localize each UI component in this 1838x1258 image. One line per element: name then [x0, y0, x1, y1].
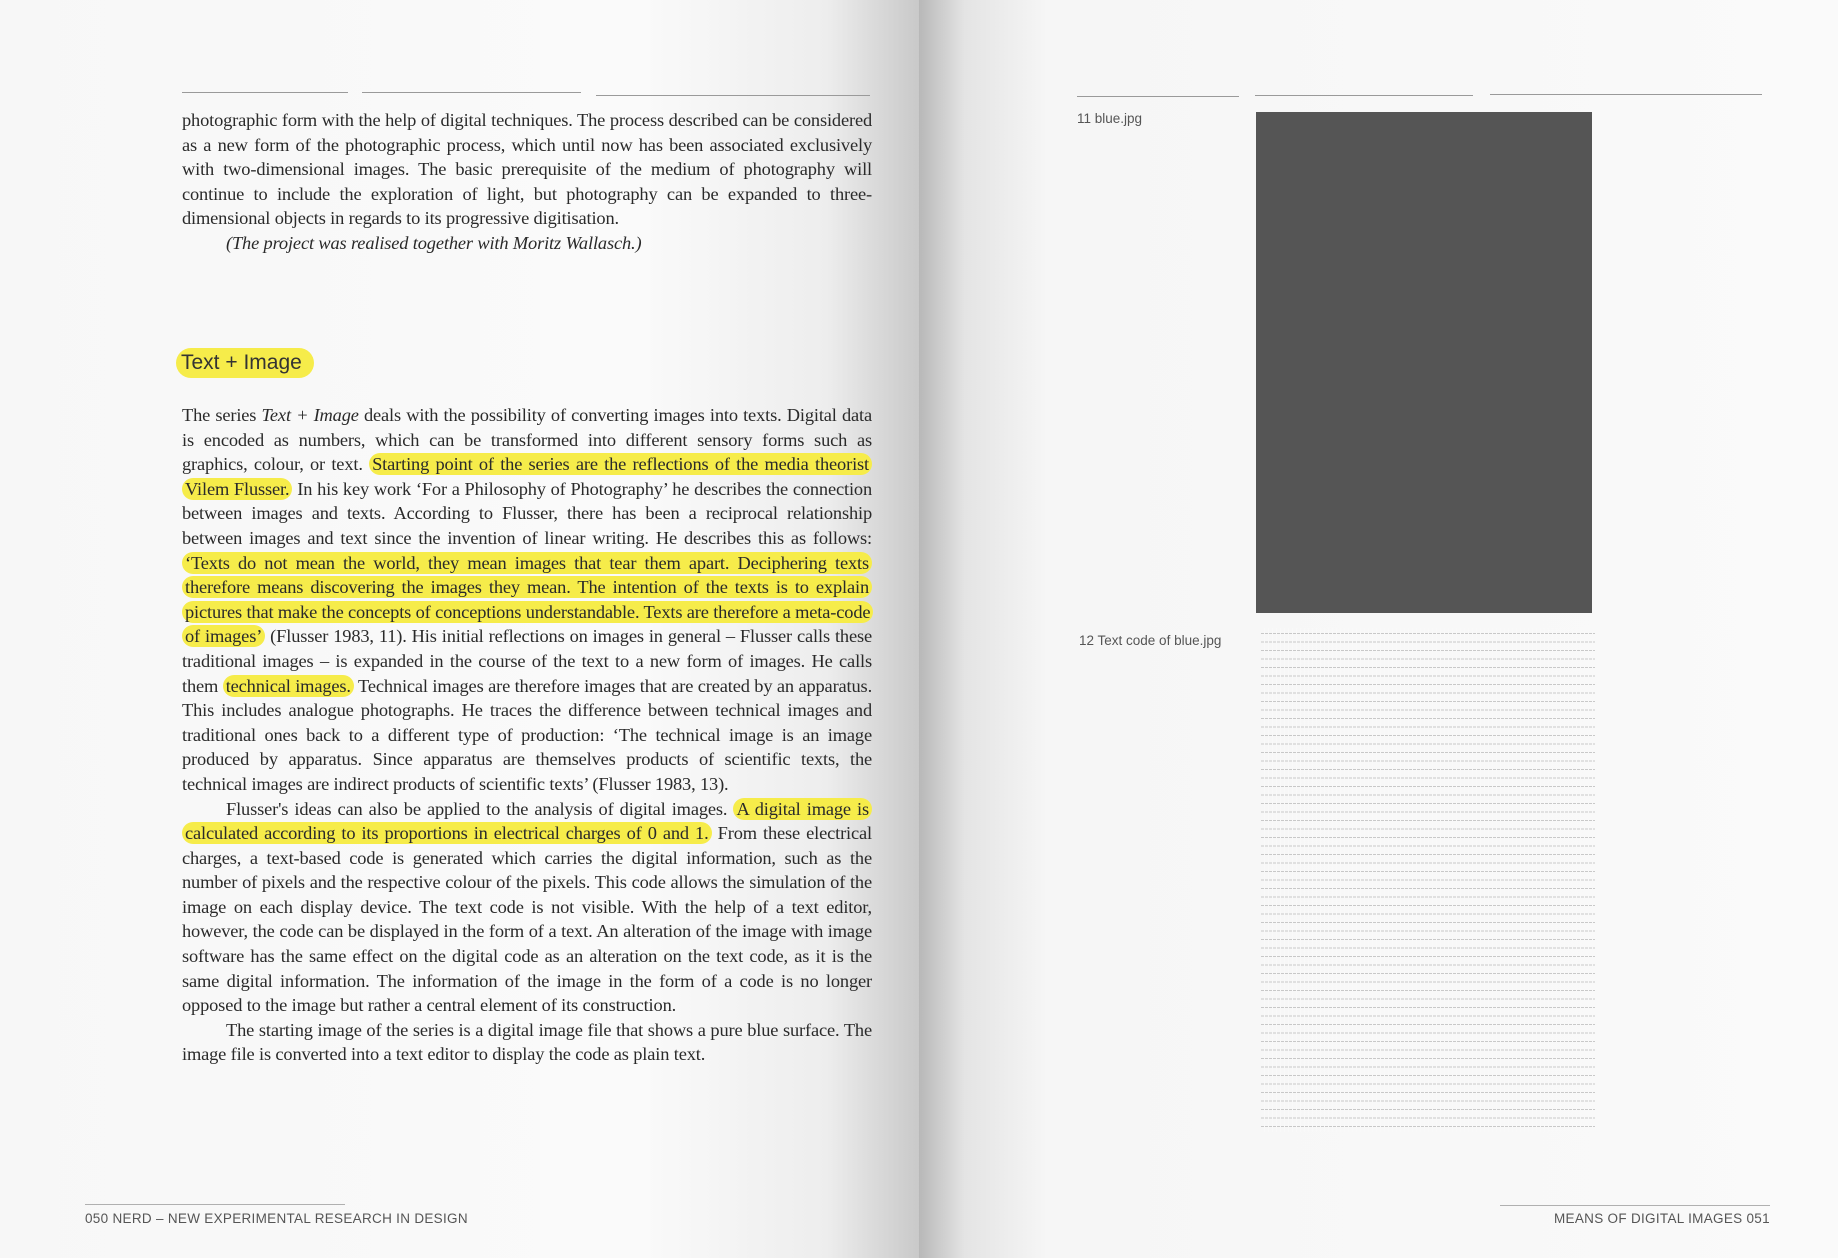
highlight-technical-images: technical images.: [223, 675, 354, 697]
section-body: [182, 403, 872, 1067]
highlight-quote: ‘Texts do not mean the world, they mean images that tear them apart. Deciphering texts therefore means discovering the images they mean. The intention of the texts is to explain pictures that make the concepts of conceptions understandable. Texts are therefore a meta-code of images’: [182, 552, 873, 648]
highlight-digital-image: A digital image is calculated according to its proportions in electrical charges of 0 and 1.: [182, 798, 872, 845]
paragraph-2: [182, 797, 872, 1018]
top-rule: [596, 95, 870, 96]
text-run: In his key work ‘For a Philosophy of Photography’ he describes the connection between images and texts. According to Flusser, there has been a reciprocal relationship between images and text since the invention of linear writing. He describes this as follows:: [182, 478, 872, 548]
highlight-flusser: Starting point of the series are the reflections of the media theorist Vilem Flusser.: [182, 453, 872, 500]
figure-11-image: [1256, 112, 1592, 613]
continued-paragraph: photographic form with the help of digital techniques. The process described can be considered as a new form of the photographic process, which until now has been associated exclusively with two-dimensional images. The basic prerequisite of the medium of photography will continue to include the exploration of light, but photography can be expanded to three-dimensional objects in regards to its progressive digitisation.: [182, 110, 872, 229]
top-rule: [1255, 95, 1473, 96]
text-run: deals with the possibility of converting images into texts. Digital data is encoded as numbers, which can be transformed into different sensory forms such as graphics, colour, or text.: [182, 405, 872, 475]
top-rule: [1077, 96, 1239, 97]
right-footer: MEANS OF DIGITAL IMAGES 051: [1554, 1211, 1770, 1226]
paragraph-3: The starting image of the series is a digital image file that shows a pure blue surface. The image file is converted into a text editor to display the code as plain text.: [182, 1019, 872, 1065]
text-run: The series: [182, 405, 262, 425]
project-credit: (The project was realised together with Moritz Wallasch.): [226, 232, 642, 253]
paragraph-1: [182, 403, 872, 797]
continued-text: [182, 108, 872, 256]
text-run: (Flusser 1983, 11). His initial reflections on images in general – Flusser calls these traditional images – is expanded in the course of the text to a new form of images. He calls them: [182, 626, 872, 696]
text-run: Flusser's ideas can also be applied to the analysis of digital images.: [226, 798, 734, 819]
text-run: Technical images are therefore images that are created by an apparatus. This includes analogue photographs. He traces the difference between technical images and traditional ones back to a different type of production: ‘The technical image is an image produced by apparatus. Since apparatus are themselves products of scientific texts, the technical images are indirect products of scientific texts’ (Flusser 1983, 13).: [182, 675, 873, 794]
figure-11-caption: 11 blue.jpg: [1077, 111, 1143, 126]
top-rule: [182, 92, 348, 93]
figure-12-code-image: [1261, 628, 1595, 1132]
text-run: From these electrical charges, a text-based code is generated which carries the digital information, such as the number of pixels and the respective colour of the pixels. This code allows the simulation of the image on each display device. The text code is not visible. With the help of a text editor, however, the code can be displayed in the form of a text. An alteration of the image with image software has the same effect on the digital code as an alteration on the text code, as it is the same digital information. The information of the image in the form of a code is no longer opposed to the image but rather a central element of its construction.: [182, 823, 872, 1016]
series-title: Text + Image: [261, 405, 359, 425]
section-heading: Text + Image: [176, 348, 314, 378]
footer-rule: [85, 1204, 345, 1205]
footer-rule: [1500, 1205, 1770, 1206]
top-rule: [1490, 94, 1762, 95]
top-rule: [362, 92, 581, 93]
figure-12-caption: 12 Text code of blue.jpg: [1079, 633, 1222, 648]
left-footer: 050 NERD – NEW EXPERIMENTAL RESEARCH IN DESIGN: [85, 1211, 468, 1226]
